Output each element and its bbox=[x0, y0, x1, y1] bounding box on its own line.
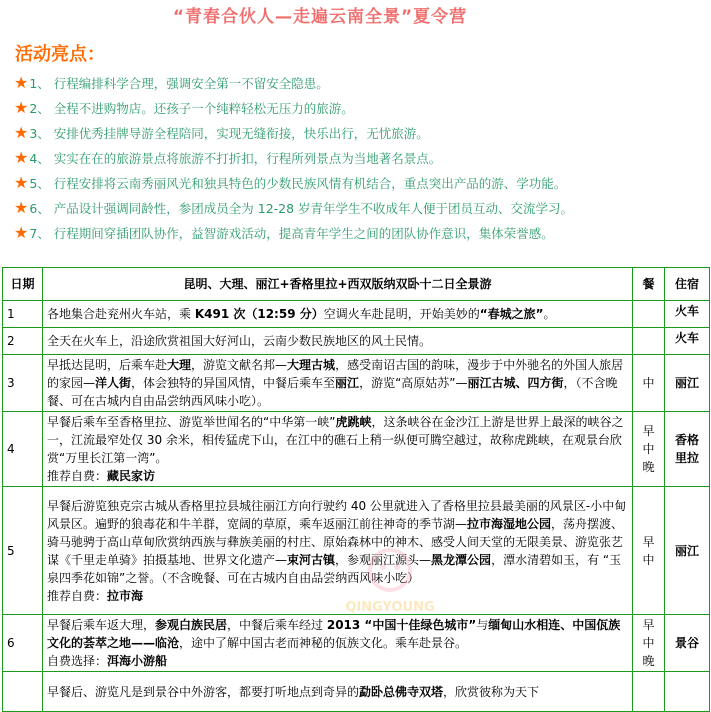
highlight-item: ★2、 全程不进购物店。还孩子一个纯粹轻松无压力的旅游。 bbox=[14, 98, 354, 117]
row-description bbox=[43, 487, 633, 615]
highlighted-text: 拉市海湿地公园 bbox=[467, 516, 552, 531]
row-description bbox=[43, 672, 633, 712]
table-row bbox=[3, 301, 710, 328]
row-meal: 中 bbox=[633, 355, 665, 412]
row-day: 5 bbox=[3, 487, 43, 615]
description-text: 早抵达昆明，后乘车赴 bbox=[47, 358, 168, 372]
description-text: ，（不含晚餐、可在古城内自由品尝纳西风味小吃）。 bbox=[47, 376, 618, 408]
highlighted-text: 丽江古城、四方街 bbox=[467, 376, 564, 390]
star-icon: ★ bbox=[14, 148, 29, 167]
description-text: ，中餐后乘车经过 bbox=[227, 618, 327, 632]
star-icon: ★ bbox=[14, 123, 29, 142]
highlight-item: ★3、 安排优秀挂牌导游全程陪同，实现无缝衔接，快乐出行，无忧旅游。 bbox=[14, 123, 429, 142]
description-text: 早餐后游览独克宗古城从香格里拉县城往丽江方向行驶约 40 公里就进入了香格里拉县最美丽的风景区-小中甸风景区。遍野的狼毒花和牛羊群，宽阔的草原，乘车返丽江前往神奇的季节湖— bbox=[47, 498, 627, 531]
description-text: 。 bbox=[543, 307, 556, 321]
table-row bbox=[3, 328, 710, 355]
header-title: 昆明、大理、丽江+香格里拉+西双版纳双卧十二日全景游 bbox=[43, 268, 633, 301]
star-icon: ★ bbox=[14, 173, 29, 192]
row-day: 3 bbox=[3, 355, 43, 412]
description-text: ，参观丽江源头— bbox=[335, 552, 432, 567]
description-text: 早餐后乘车至香格里拉、游览举世闻名的“中华第一峡” bbox=[47, 415, 336, 429]
row-description bbox=[43, 355, 633, 412]
description-text: 空调火车赴昆明，开始美妙的 bbox=[323, 307, 480, 321]
highlights-heading: 活动亮点： bbox=[15, 44, 105, 65]
row-meal: 早 中 bbox=[633, 487, 665, 615]
highlighted-text: 束河古镇 bbox=[287, 552, 336, 567]
description-text: 早餐后乘车返大理， bbox=[47, 618, 156, 632]
description-text: ，游览文献名邦— bbox=[191, 358, 288, 372]
optional-value: 藏民家访 bbox=[107, 469, 156, 483]
highlight-item: ★4、 实实在在的旅游景点将旅游不打折扣，行程所列景点为当地著名景点。 bbox=[14, 148, 442, 167]
star-icon: ★ bbox=[14, 223, 29, 242]
row-day bbox=[3, 672, 43, 712]
row-day: 6 bbox=[3, 615, 43, 672]
optional-label: 推荐自费： bbox=[47, 469, 108, 483]
optional-label: 自费选择： bbox=[47, 654, 108, 668]
description-text: ，体会独特的异国风情，中餐后乘车至 bbox=[131, 376, 336, 390]
highlight-item: ★5、 行程安排将云南秀丽风光和独具特色的少数民族风情有机结合，重点突出产品的游、学功能。 bbox=[14, 173, 567, 192]
description-text: ，途中了解中国古老而神秘的佤族文化。乘车赴景谷。 bbox=[179, 636, 468, 650]
row-meal: 早 中 晚 bbox=[633, 615, 665, 672]
star-icon: ★ bbox=[14, 98, 29, 117]
row-stay: 丽江 bbox=[665, 355, 710, 412]
table-row bbox=[3, 487, 710, 615]
header-stay: 住宿 bbox=[665, 268, 710, 301]
highlighted-text: 勐卧总佛寺双塔 bbox=[359, 684, 444, 699]
description-text: 与 bbox=[476, 618, 489, 632]
table-row bbox=[3, 615, 710, 672]
star-icon: ★ bbox=[14, 73, 29, 92]
row-day: 1 bbox=[3, 301, 43, 328]
description-text: ，这条峡谷在金沙江上游是世界上最深的峡谷之一，江流最窄处仅 30 余米，相传猛虎下山，在江中的礁石上稍一纵便可腾空越过，故称虎跳峡，在观景台欣赏“万里长江第一湾”。 bbox=[47, 415, 624, 465]
row-stay: 香格 里拉 bbox=[665, 412, 710, 487]
highlighted-text: K491 次（12:59 分） bbox=[194, 307, 324, 321]
row-stay: 丽江 bbox=[665, 487, 710, 615]
description-text: ，荡舟摆渡、骑马驰骋于高山草甸欣赏纳西族与彝族美丽的村庄、原始森林中的神木、感受人间天堂的无限美景、游览张艺谋《千里走单骑》拍摄基地、世界文化遗产— bbox=[47, 516, 624, 567]
description-text: ，游览“高原姑苏”— bbox=[359, 376, 468, 390]
highlights-list bbox=[14, 70, 704, 245]
row-stay: 景谷 bbox=[665, 615, 710, 672]
row-stay: 火车 bbox=[665, 301, 710, 328]
highlighted-text: 缅甸山水相连、中国佤族文化的荟萃之地——临沧 bbox=[47, 618, 621, 650]
row-meal bbox=[633, 672, 665, 712]
table-row bbox=[3, 355, 710, 412]
highlighted-text: 洋人街 bbox=[95, 376, 132, 390]
description-text: 各地集合赴兖州火车站，乘 bbox=[47, 307, 195, 321]
highlighted-text: 丽江 bbox=[335, 376, 360, 390]
table-header-row bbox=[3, 268, 710, 301]
optional-value: 洱海小游船 bbox=[107, 654, 168, 668]
description-text: ，感受南诏古国的韵味，漫步于中外驰名的外国人旅居的家园— bbox=[47, 358, 624, 390]
row-description bbox=[43, 328, 633, 355]
page-title: “青春合伙人—走遍云南全景”夏令营 bbox=[172, 7, 468, 27]
watermark-text: QINGYOUNG bbox=[345, 600, 435, 615]
description-text: ，欣赏彼称为天下 bbox=[443, 684, 540, 699]
header-meal: 餐 bbox=[633, 268, 665, 301]
highlight-item: ★7、 行程期间穿插团队协作，益智游戏活动，提高青年学生之间的团队协作意识，集体荣誉感。 bbox=[14, 223, 554, 242]
row-day: 2 bbox=[3, 328, 43, 355]
highlighted-text: 大理 bbox=[167, 358, 192, 372]
description-text: ，潭水清碧如玉，有 “玉泉四季花如锦”之誉。（不含晚餐、可在古城内自由品尝纳西风味小吃） bbox=[47, 552, 622, 585]
row-description bbox=[43, 615, 633, 672]
row-meal bbox=[633, 328, 665, 355]
optional-value: 拉市海 bbox=[107, 588, 144, 603]
highlighted-text: 大理古城 bbox=[287, 358, 336, 372]
description-text: 早餐后、游览凡是到景谷中外游客，都要打听地点到奇异的 bbox=[47, 684, 360, 699]
row-day: 4 bbox=[3, 412, 43, 487]
highlighted-text: 虎跳峡 bbox=[335, 415, 372, 429]
highlighted-text: 2013 “中国十佳绿色城市” bbox=[326, 618, 477, 632]
row-description bbox=[43, 412, 633, 487]
optional-label: 推荐自费： bbox=[47, 588, 108, 603]
highlighted-text: 黑龙潭公园 bbox=[431, 552, 492, 567]
itinerary-table bbox=[2, 267, 710, 712]
description-text: 全天在火车上，沿途欣赏祖国大好河山，云南少数民族地区的风土民情。 bbox=[47, 334, 432, 348]
row-description bbox=[43, 301, 633, 328]
highlighted-text: “春城之旅” bbox=[479, 307, 544, 321]
row-stay bbox=[665, 672, 710, 712]
row-stay: 火车 bbox=[665, 328, 710, 355]
table-row bbox=[3, 672, 710, 712]
row-meal bbox=[633, 301, 665, 328]
highlight-item: ★1、 行程编排科学合理，强调安全第一不留安全隐患。 bbox=[14, 73, 329, 92]
table-row bbox=[3, 412, 710, 487]
highlighted-text: 参观白族民居 bbox=[155, 618, 228, 632]
highlight-item: ★6、 产品设计强调同龄性，参团成员全为 12-28 岁青年学生不收成年人便于团员互动、交流学习。 bbox=[14, 198, 574, 217]
row-meal: 早 中 晚 bbox=[633, 412, 665, 487]
star-icon: ★ bbox=[14, 198, 29, 217]
header-day: 日期 bbox=[3, 268, 43, 301]
